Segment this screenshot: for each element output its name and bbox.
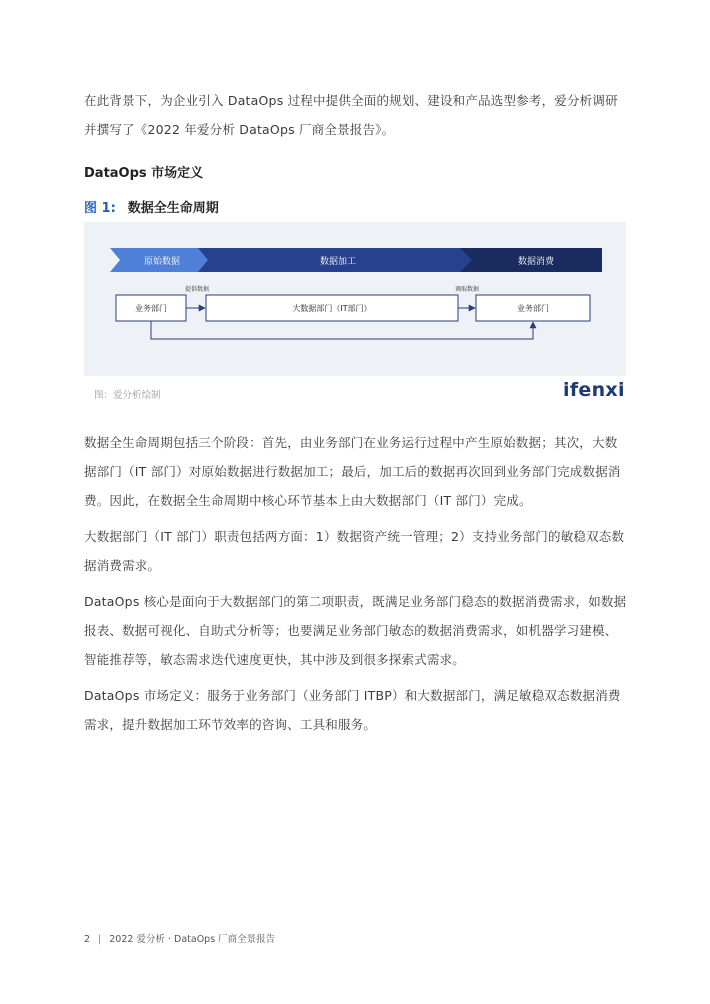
stage-label-processing: 数据加工 — [319, 257, 357, 267]
figure-number: 图 1: — [84, 201, 116, 216]
box-business-right-label: 业务部门 — [517, 304, 549, 313]
paragraph-4: DataOps 市场定义：服务于业务部门（业务部门 ITBP）和大数据部门，满足敏稳双态数据消费需求，提升数据加工环节效率的咨询、工具和服务。 — [84, 688, 621, 732]
section-heading: DataOps 市场定义 — [84, 166, 204, 181]
figure-name: 数据全生命周期 — [127, 201, 219, 216]
ifenxi-logo: ifenxi — [563, 379, 625, 401]
stage-label-consumption: 数据消费 — [517, 257, 555, 267]
page-number: 2 — [84, 934, 91, 945]
box-business-left-label: 业务部门 — [135, 304, 167, 313]
paragraph-3: DataOps 核心是面向于大数据部门的第二项职责，既满足业务部门稳态的数据消费需求，如数据报表、数据可视化、自助式分析等；也要满足业务部门敏态的数据消费需求，如机器学习建模、智能推荐等，敏态需求迭代速度更快，其中涉及到很多探索式需求。 — [84, 594, 627, 667]
page-footer — [84, 931, 275, 945]
arrow-fetch-label: 调取数据 — [454, 286, 480, 293]
figure-canvas — [84, 222, 626, 376]
lifecycle-diagram — [84, 222, 626, 376]
arrow-provide-label: 提供数据 — [184, 286, 210, 293]
footer-title: 2022 爱分析 · DataOps 厂商全景报告 — [109, 934, 276, 945]
arrow-feedback-loop — [151, 321, 533, 339]
figure-title — [84, 197, 219, 216]
paragraph-2: 大数据部门（IT 部门）职责包括两方面：1）数据资产统一管理；2）支持业务部门的敏稳双态数据消费需求。 — [84, 529, 625, 573]
stage-label-raw: 原始数据 — [143, 257, 181, 267]
footer-separator: | — [98, 934, 102, 945]
intro-paragraph: 在此背景下，为企业引入 DataOps 过程中提供全面的规划、建设和产品选型参考，爱分析调研并撰写了《2022 年爱分析 DataOps 厂商全景报告》。 — [84, 93, 618, 137]
paragraph-1: 数据全生命周期包括三个阶段：首先，由业务部门在业务运行过程中产生原始数据；其次，大数据部门（IT 部门）对原始数据进行数据加工；最后，加工后的数据再次回到业务部门完成数据消费。因此，在数据全生命周期中核心环节基本上由大数据部门（IT 部门）完成。 — [84, 435, 621, 508]
box-bigdata-label: 大数据部门（IT部门） — [292, 304, 372, 313]
figure-source: 图：爱分析绘制 — [94, 390, 161, 401]
